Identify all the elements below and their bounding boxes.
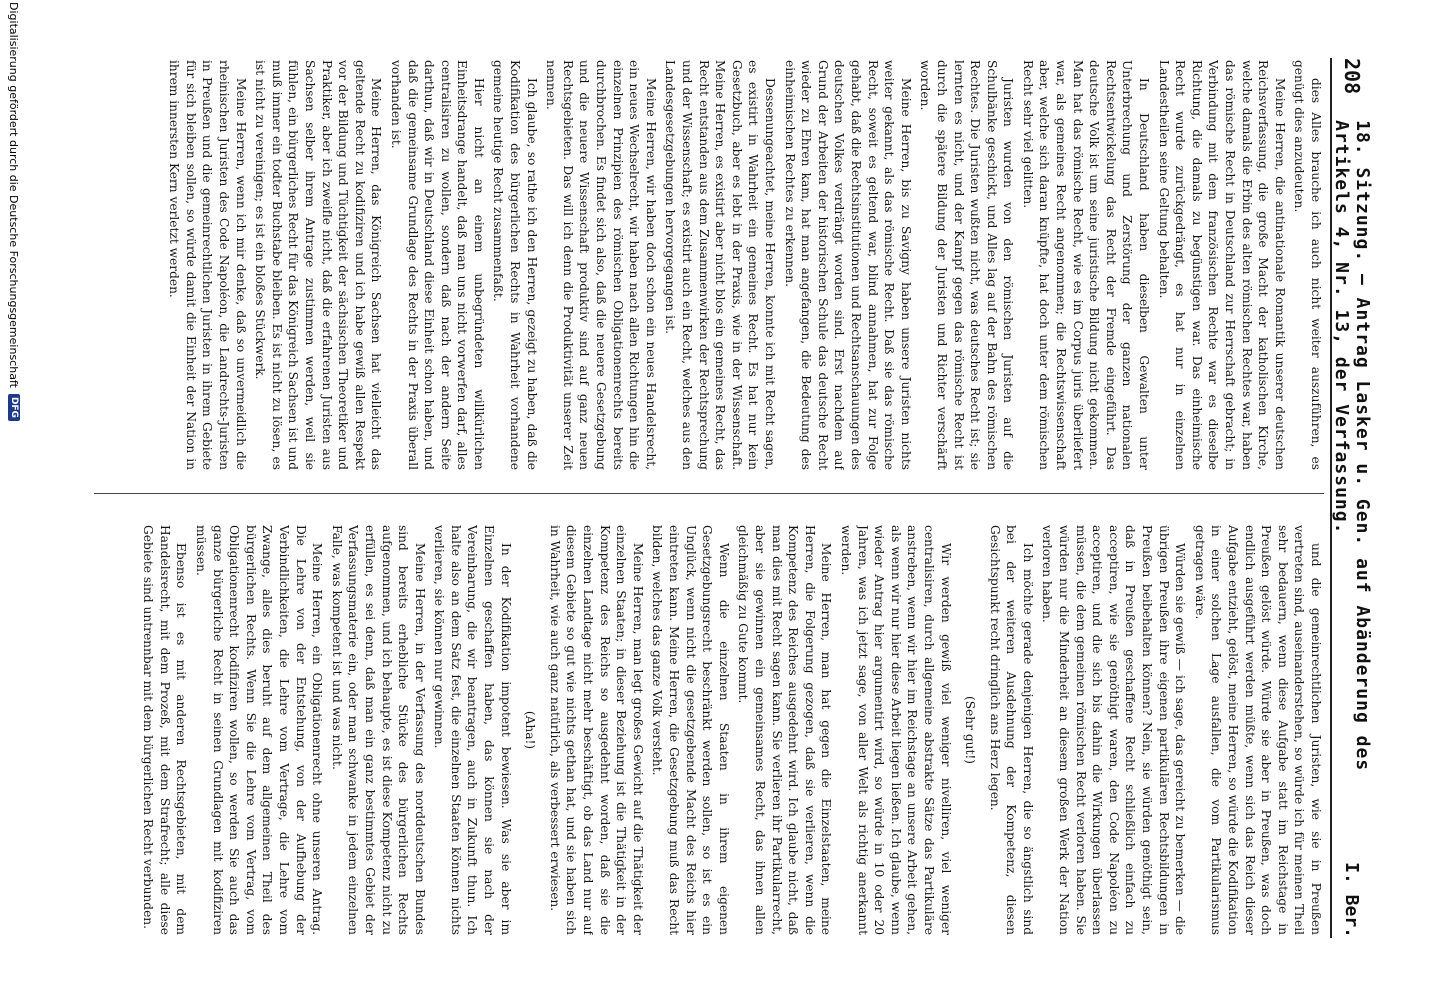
paragraph: Meine Herren, man legt großes Gewicht auf die Thätigkeit der einzelnen Staaten; in dieser Beziehung ist die Thätigkeit in der Kompetenz des Reichs so ausgedehnt worden, daß sie die einzelnen Landtage nicht mehr beschäftigt, ob das Land nur auf diesem Gebiete so gut wie nichts gethan hat, und sie haben sich in Wahrheit, wie auch ganz natürlich, als verbessert erwiesen. (547, 525, 645, 935)
paragraph: Meine Herren, die antinationale Romantik unserer deutschen Reichsverfassung, die große Macht der katholischen Kirche, welche damals die Erbin des alten römischen Rechtes war, haben das römische Recht in Deutschland zur Herrschaft gebracht; in Verbindung mit dem französischen Rechte war es dieselbe Richtung, die damals zu begünstigen war. Das einheimische Recht wurde zurückgedrängt, es hat nur in einzelnen Landestheilen seine Geltung behalten. (1156, 60, 1287, 470)
paragraph: Meine Herren, wir haben doch schon ein neues Handelsrecht, ein neues Wechselrecht, wir haben nach allen Richtungen hin die einzelnen Prinzipien des römischen Obligationenrechts bereits durchbrochen. Es findet sich also, daß die neuere Gesetzgebung und die neuere Wissenschaft produktiv sind auf ganz neuen Rechtsgebieten. Das will ich denn die Produktivität unserer Zeit nennen. (544, 60, 658, 470)
paragraph: Meine Herren, ein Obligationenrecht ohne unseren Antrag. Die Lehre von der Entstehung, von der Aufhebung der Verbindlichkeiten, die Lehre vom Vertrage, die Lehre vom Zwange, alles dies beruht auf dem allgemeinen Theil des bürgerlichen Rechts. Wenn Sie die Lehre vom Vertrag, vom Obligationenrecht kodifiziren wollen, so werden Sie auch das ganze bürgerliche Recht in seinen Grundlagen mit kodifiziren müssen. (194, 525, 325, 935)
paragraph: Wir werden gewiß viel weniger nivelliren, viel weniger centralisiren, durch allgemeine abstrakte Sätze das Partikuläre anstreben, wenn wir hier im Reichstage an unsere Arbeit gehen, als wenn wir nur hier diese Arbeit liegen ließen. Ich glaube, wenn wieder Antrag hier argumentirt wird, so würde in 10 oder 20 Jahren, was ich jetzt sage, von aller Welt als richtig anerkannt werden. (838, 525, 953, 935)
paragraph: In Deutschland haben dieselben Gewalten unter Unterbrechung und Zerstörung der ganzen nationalen Rechtsentwickelung das Recht der Fremde eingeführt. Das deutsche Volk ist um seine juristische Bildung nicht gekommen. Man hat das römische Recht, wie es im Corpus juris überliefert war, als gemeines Recht angenommen; die Rechtswissenschaft aber, welche sich daran knüpfte, hat doch unter dem römischen Recht sehr viel gelitten. (1020, 60, 1152, 470)
paragraph: In der Kodifikation impotent bewiesen. Was sie aber im Einzelnen geschaffen haben, das können sie nach der Vereinbarung, die wir beantragen, auch in Zukunft thun. Ich halte also an dem Satz fest, die einzelnen Staaten können nichts verlieren, sie können nur gewinnen. (432, 525, 513, 935)
column-marker: I. Ber. (1341, 862, 1363, 938)
paragraph: Meine Herren, das Königreich Sachsen hat vielleicht das geltende Recht zu kodifiziren und ich habe gewiß allen Respekt vor der Bildung und Tüchtigkeit der sächsischen Theoretiker und Praktiker, aber ich zweifle nicht, daß die erfahrenen Juristen aus Sachsen selber ihrem Antrage zustimmen werden, weil sie fühlen, ein bürgerliches Recht für das Königreich Sachsen ist und muß immer ein todter Buchstabe bleiben. Es ist nicht zu lösen, es ist nicht zu vereinigen; es ist ein bloßes Stückwerk. (253, 60, 384, 470)
paragraph: Dessenungeachtet, meine Herren, konnte ich mit Recht sagen, es existirt in Wahrheit ein gemeines Recht. Es hat nur kein Gesetzbuch, aber es lebt in der Praxis, wie in der Wissenschaft. Meine Herren, es existirt aber nicht blos ein gemeines Recht, das Recht entstanden aus dem Zusammenwirken der Rechtsprechung und der Wissenschaft; es existirt auch ein Recht, welches aus den Landesgesetzgebungen hervorgegangen ist. (663, 60, 777, 470)
left-text-column (94, 60, 1324, 470)
column-divider (94, 493, 1324, 494)
paragraph: Meine Herren, man hat gegen die Einzelstaaten, meine Herren, die Folgerung gezogen, daß sie verlieren, wenn die Kompetenz des Reiches ausgedehnt wird. Ich glaube nicht, daß man dies mit Recht sagen kann. Sie verlieren ihr Partikularrecht, aber sie gewinnen ein gemeinsames Recht, das ihnen allen gleichmäßig zu Gute kommt. (736, 525, 834, 935)
running-title: 18. Sitzung. — Antrag Lasker u. Gen. auf Abänderung des Artikels 4, Nr. 13, der Verfassung. (1331, 120, 1373, 772)
right-text-column (94, 525, 1324, 935)
paragraph: Würden sie gewiß — ich sage, das gereicht zu bemerken — die übrigen Preußen ihre eigenen partikulären Rechtsbildungen in Preußen beibehalten können? Nein, sie würden genöthigt sein, daß in Preußen geschaffene Recht schließlich einfach zu acceptiren, wie sie genöthigt waren, den Code Napoléon zu acceptiren, und die sich bis dahin die Wirkungen überlassen müssen, die dem gemeinen römischen Recht verloren haben. Sie würden nur die Minderheit an diesem großen Werk der Nation verloren haben. (1040, 525, 1188, 935)
dfg-logo: DFG (8, 394, 20, 421)
paragraph: (Aha!) (523, 710, 538, 750)
paragraph: Ich möchte gerade denjenigen Herren, die so ängstlich sind bei der weiteren Ausdehnung der Kompetenz, diesen Gesichtspunkt recht dringlich ans Herz legen. (987, 525, 1035, 935)
digitization-credit (4, 0, 24, 1002)
paragraph: Ebenso ist es mit anderen Rechtsgebieten, mit dem Handelsrecht, mit dem Prozeß, mit dem Strafrecht; alle diese Gebiete sind untrennbar mit dem bürgerlichen Recht verbunden. (141, 525, 189, 935)
paragraph: Meine Herren, wenn ich mir denke, daß so unvermeidlich die rheinischen Juristen des Code Napoléon, die Landrechts-Juristen in Preußen und die gemeinrechtlichen Juristen in ihrem Gebiete für sich bleiben sollen, so würde damit die Einheit der Nation in ihrem innersten Kern verletzt werden. (167, 60, 248, 470)
paragraph: Hier nicht an einem unbegründeten willkürlichen Einheitsdrange handelt, daß man uns nicht vorwerfen darf, alles centralisiren zu wollen, sondern daß nach der andern Seite darthun, daß wir in Deutschland diese Einheit schon haben, und daß die gemeinsame Grundlage des Rechts in der Praxis überall vorhanden ist. (388, 60, 486, 470)
page-number: 208 (1340, 58, 1364, 95)
page-header (1330, 58, 1372, 938)
paragraph: dies Alles brauche ich auch nicht weiter auszuführen, es genügt dies anzudeuten. (1292, 60, 1323, 470)
paragraph: Meine Herren, in der Verfassung des norddeutschen Bundes sind bereits erhebliche Stücke des bürgerlichen Rechts aufgenommen, und ich behaupte, es ist diese Kompetenz nicht zu erfüllen, es sei denn, daß man ein ganz bestimmtes Gebiet der Verfassungsmaterie ein, oder man schwanke in jedem einzelnen Falle, was kompetent ist und was nicht. (329, 525, 427, 935)
paragraph: Meine Herren, bis zu Savigny haben unsere Juristen nichts weiter gekannt, als das römische Recht. Daß sie das römische Recht, soweit es geltend war, blind annahmen, hat zur Folge gehabt, daß die Rechtsinstitutionen und Rechtsanschauungen des deutschen Volkes verdrängt worden sind. Erst nachdem auf Grund der Arbeiten der historischen Schule das deutsche Recht wieder zu Ehren kam, hat man angefangen, die Bedeutung des einheimischen Rechtes zu erkennen. (782, 60, 913, 470)
credit-text: Digitalisierung gefördert durch die Deutsche Forschungsgemeinschaft (7, 2, 21, 388)
paragraph: Juristen wurden von den römischen Juristen auf die Schulbänke geschickt, und Alles lag auf der Bahn des römischen Rechtes. Die Juristen wußten nicht, was deutsches Recht ist; sie lernten es nicht, und der Kampf gegen das römische Recht ist durch die spätere Bildung der Juristen und Richter verschärft worden. (918, 60, 1016, 470)
paragraph: Wenn die einzelnen Staaten in ihrem eigenen Gesetzgebungsrecht beschränkt werden sollen, so ist es ein Unglück, wenn nicht die gesetzgebende Macht des Reichs hier eintreten kann. Meine Herren, die Gesetzgebung muß das Recht bilden, welches das ganze Volk versteht. (650, 525, 731, 935)
paragraph: (Sehr gut!) (963, 695, 978, 765)
paragraph: und die gemeinrechtlichen Juristen, wie sie in Preußen vertreten sind, auseinanderstehen, so würde ich für meinen Theil sehr bedauern, wenn diese Aufgabe statt im Reichstage in Preußen gelöst würde. Würde sie aber in Preußen, was doch endlich ausgeführt werden müßte, wenn sich das Reich dieser Aufgabe entzieht, gelöst, meine Herren, so würde die Kodifikation in einer solchen Lage ausfallen, die vom Partikularismus getragen wäre. (1192, 525, 1323, 935)
paragraph: Ich glaube, so rathe ich den Herren, gezeigt zu haben, daß die Kodifikation des bürgerlichen Rechts in Wahrheit vorhandene gemeine heutige Recht zusammenfaßt. (491, 60, 539, 470)
